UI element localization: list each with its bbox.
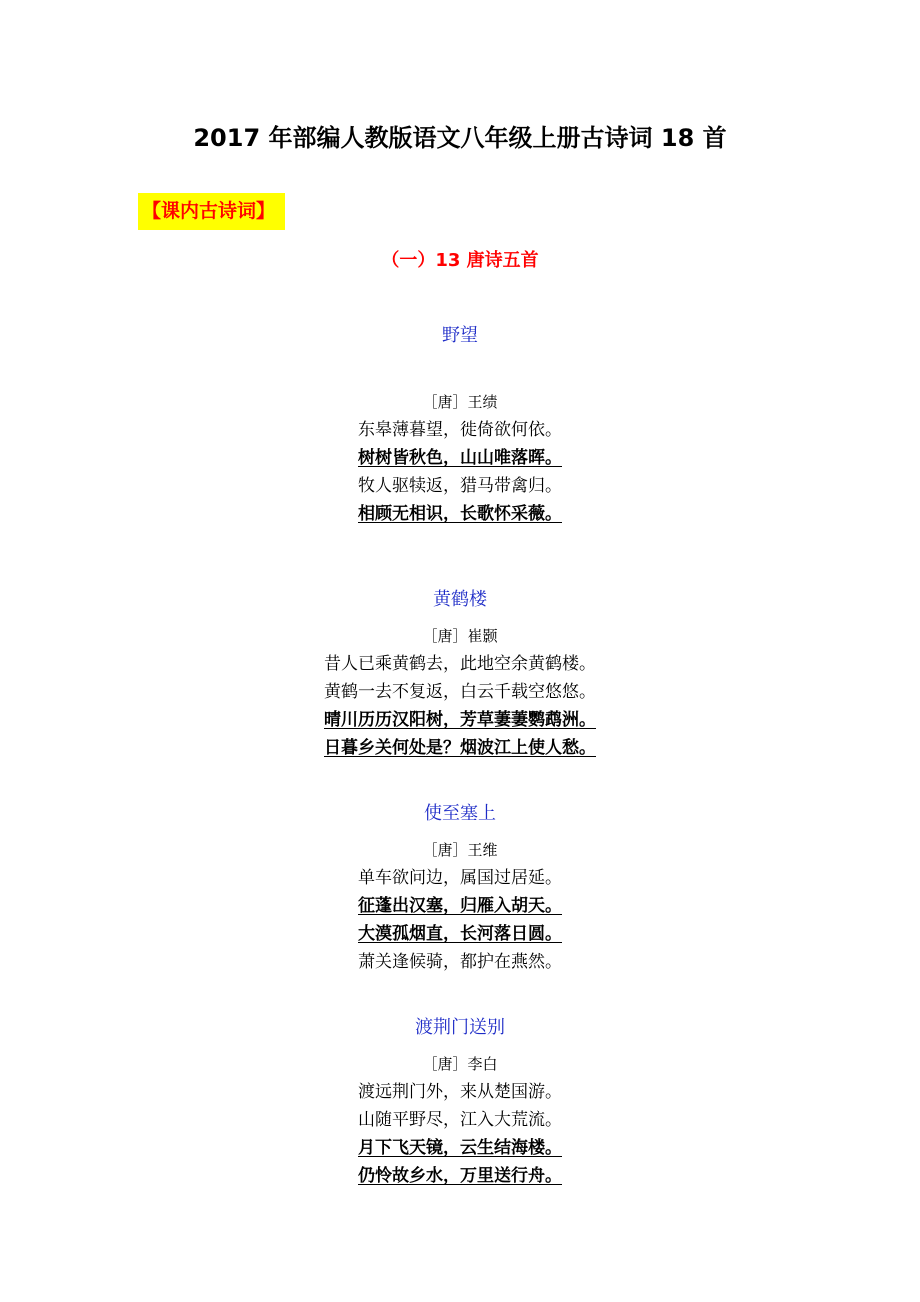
poem-line-emphasized: 征蓬出汉塞，归雁入胡天。 xyxy=(358,896,562,916)
poem-author: ［唐］王维 xyxy=(422,841,498,859)
group-heading: （一）13 唐诗五首 xyxy=(381,250,539,271)
poem-title: 渡荆门送别 xyxy=(415,1017,505,1038)
poem-title: 黄鹤楼 xyxy=(433,589,487,610)
poem-block xyxy=(0,322,920,528)
poem-line-emphasized: 月下飞天镜，云生结海楼。 xyxy=(358,1138,562,1158)
poem-author: ［唐］李白 xyxy=(422,1055,498,1073)
poem-line: 山随平野尽，江入大荒流。 xyxy=(358,1110,562,1130)
poem-line: 牧人驱犊返，猎马带禽归。 xyxy=(358,476,562,496)
poem-block xyxy=(0,800,920,976)
poem-line-emphasized: 树树皆秋色，山山唯落晖。 xyxy=(358,448,562,468)
poem-block xyxy=(0,1014,920,1190)
poem-line: 昔人已乘黄鹤去，此地空余黄鹤楼。 xyxy=(324,654,596,674)
poem-line-emphasized: 日暮乡关何处是？烟波江上使人愁。 xyxy=(324,738,596,758)
poem-author: ［唐］崔颢 xyxy=(422,627,498,645)
poem-line: 黄鹤一去不复返，白云千载空悠悠。 xyxy=(324,682,596,702)
poem-line-emphasized: 大漠孤烟直，长河落日圆。 xyxy=(358,924,562,944)
poem-block xyxy=(0,586,920,762)
page-title: 2017 年部编人教版语文八年级上册古诗词 18 首 xyxy=(193,124,727,152)
poem-line-emphasized: 晴川历历汉阳树，芳草萋萋鹦鹉洲。 xyxy=(324,710,596,730)
poem-line: 萧关逢候骑，都护在燕然。 xyxy=(358,952,562,972)
poem-title: 野望 xyxy=(442,325,478,346)
poem-line: 单车欲问边，属国过居延。 xyxy=(358,868,562,888)
poem-line: 渡远荆门外，来从楚国游。 xyxy=(358,1082,562,1102)
poem-title: 使至塞上 xyxy=(424,803,496,824)
poem-line: 东皋薄暮望，徙倚欲何依。 xyxy=(358,420,562,440)
poem-author: ［唐］王绩 xyxy=(422,393,498,411)
poem-line-emphasized: 仍怜故乡水，万里送行舟。 xyxy=(358,1166,562,1186)
poem-line-emphasized: 相顾无相识，长歌怀采薇。 xyxy=(358,504,562,524)
section-tag: 【课内古诗词】 xyxy=(138,193,285,230)
